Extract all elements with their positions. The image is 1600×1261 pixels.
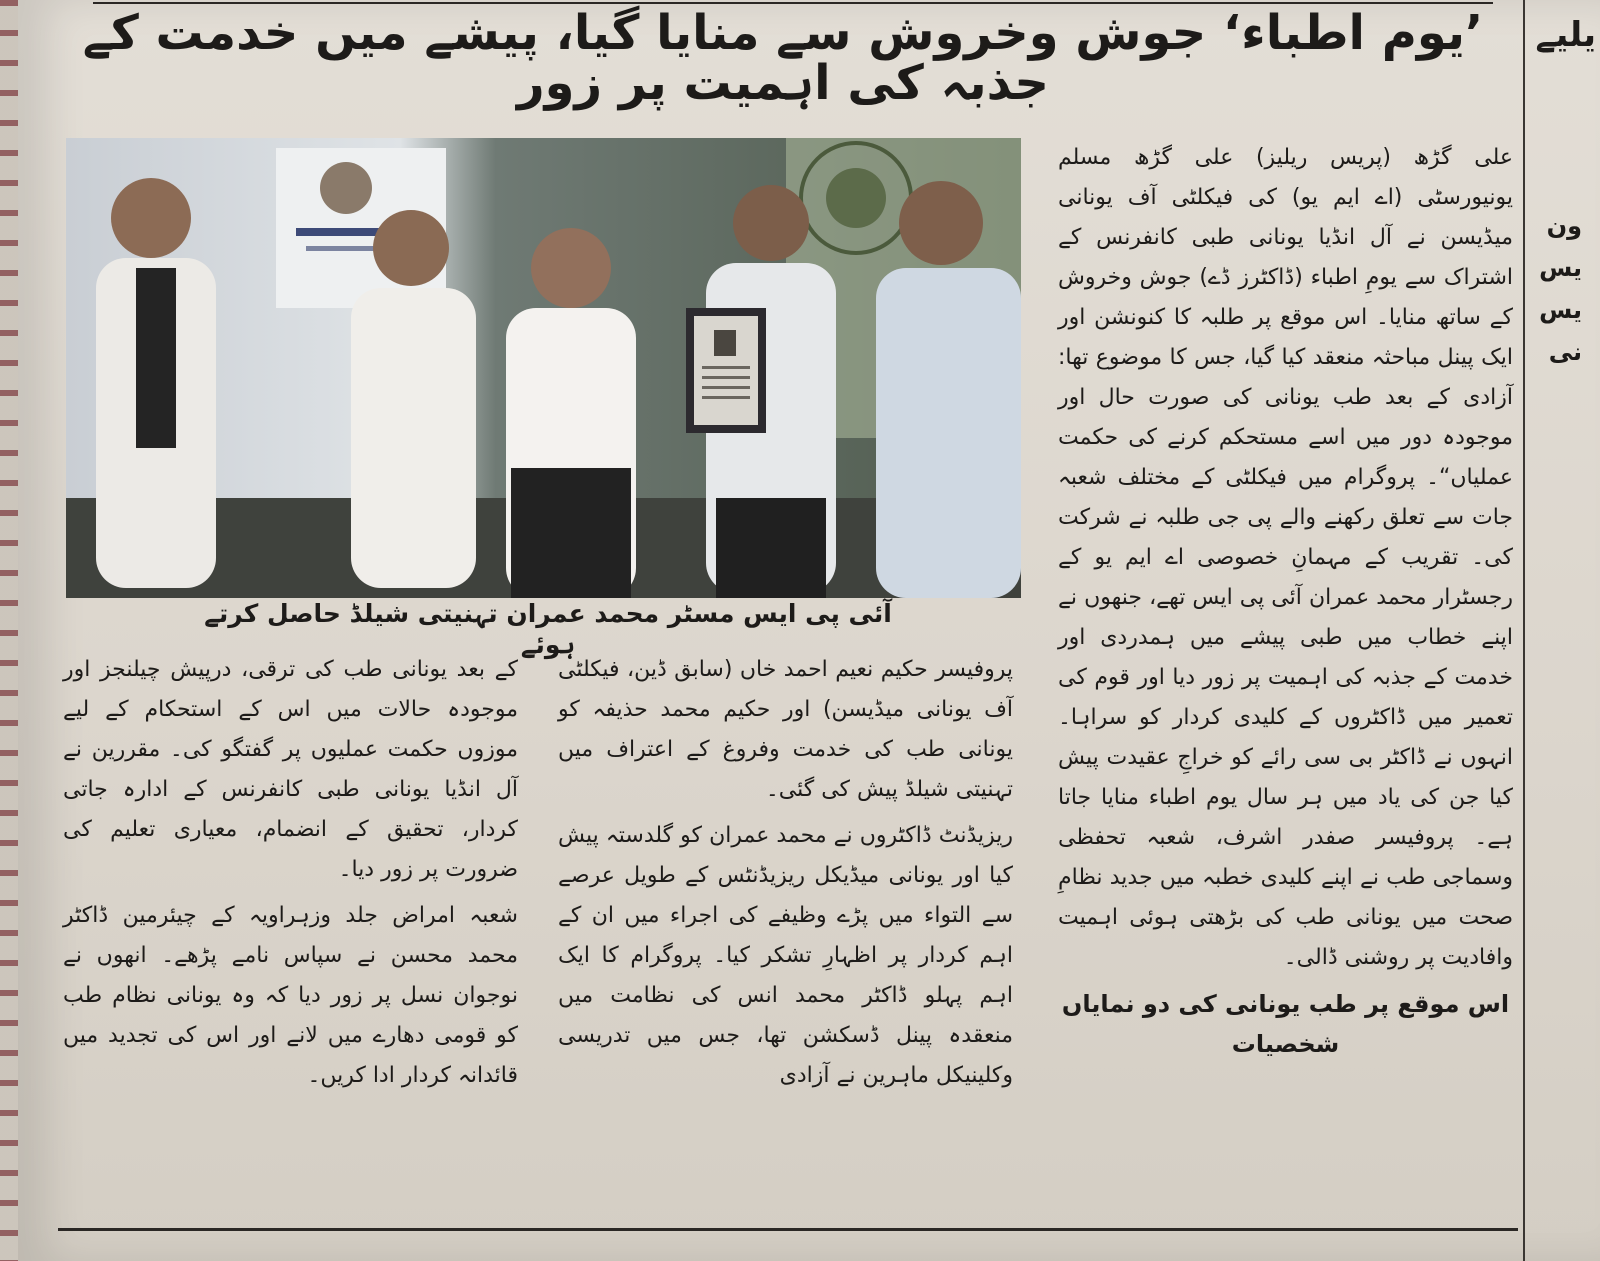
article-column-right bbox=[1058, 138, 1513, 1064]
article-paragraph: ریزیڈنٹ ڈاکٹروں نے محمد عمران کو گلدستہ پیش کیا اور یونانی میڈیکل ریزیڈنٹس کے طویل عرصے سے التواء میں پڑے وظیفے کی اجراء میں ان کے اہم کردار پر اظہارِ تشکر کیا۔ پروگرام کا ایک اہم پہلو ڈاکٹر محمد انس کی نظامت میں منعقدہ پینل ڈسکشن تھا، جس میں تدریسی وکلینیکل ماہرین نے آزادی bbox=[558, 823, 1013, 1088]
headline-text: ’یوم اطباء‘ جوش وخروش سے منایا گیا، پیشے میں خدمت کے جذبہ کی اہمیت پر زور bbox=[82, 5, 1484, 112]
adjacent-line: نی bbox=[1548, 338, 1582, 366]
adjacent-article-fragment bbox=[1523, 0, 1600, 1261]
photo-illustration bbox=[66, 138, 1021, 598]
article-column-left bbox=[63, 650, 518, 1102]
article-paragraph: شعبہ امراض جلد وزہراویہ کے چیئرمین ڈاکٹر محمد محسن نے سپاس نامے پڑھے۔ انھوں نے نوجوان نسل پر زور دیا کہ وہ یونانی نظام طب کو قومی دھارے میں لانے اور اس کی تجدید میں قائدانہ کردار ادا کریں۔ bbox=[63, 903, 518, 1088]
article-paragraph: علی گڑھ (پریس ریلیز) علی گڑھ مسلم یونیورسٹی (اے ایم یو) کی فیکلٹی آف یونانی میڈیسن نے آل انڈیا یونانی طبی کانفرنس کے اشتراک سے یومِ اطباء (ڈاکٹرز ڈے) جوش وخروش کے ساتھ منایا۔ اس موقع پر طلبہ کا کنونشن اور ایک پینل مباحثہ منعقد کیا گیا، جس کا موضوع تھا: آزادی کے بعد طب یونانی کی صورت حال اور موجودہ دور میں اسے مستحکم کرنے کی حکمت عملیاں“۔ پروگرام میں فیکلٹی کے مختلف شعبہ جات سے تعلق رکھنے والے پی جی طلبہ نے شرکت کی۔ تقریب کے مہمانِ خصوصی اے ایم یو کے رجسٹرار محمد عمران آئی پی ایس تھے، جنھوں نے اپنے خطاب میں طبی پیشے میں ہمدردی اور خدمت کے جذبہ کی اہمیت پر زور دیا اور قوم کی تعمیر میں ڈاکٹروں کے کلیدی کردار کو سراہا۔ انہوں نے ڈاکٹر بی سی رائے کو خراجِ عقیدت پیش کیا جن کی یاد میں ہر سال یوم اطباء منایا جاتا ہے۔ پروفیسر صفدر اشرف، شعبہ تحفظی وسماجی طب نے اپنے کلیدی خطبہ میں جدید نظامِ صحت میں یونانی طب کی بڑھتی ہوئی اہمیت وافادیت پر روشنی ڈالی۔ bbox=[1058, 145, 1513, 970]
bottom-rule bbox=[58, 1228, 1518, 1231]
article-paragraph: پروفیسر حکیم نعیم احمد خاں (سابق ڈین، فیکلٹی آف یونانی میڈیسن) اور حکیم محمد حذیفہ کو یونانی طب کی خدمت وفروغ کے اعتراف میں تہنیتی شیلڈ پیش کی گئی۔ bbox=[558, 657, 1013, 802]
adjacent-text bbox=[1539, 205, 1582, 373]
article-column-middle bbox=[558, 650, 1013, 1102]
newspaper-page bbox=[18, 0, 1600, 1261]
news-photo bbox=[66, 138, 1021, 598]
article-paragraph-end: اس موقع پر طب یونانی کی دو نمایاں شخصیات bbox=[1061, 990, 1510, 1058]
page-edge bbox=[0, 0, 18, 1261]
top-rule bbox=[93, 2, 1493, 4]
adjacent-heading: یلیے bbox=[1535, 15, 1596, 55]
adjacent-line: یس bbox=[1539, 296, 1582, 324]
article-paragraph: کے بعد یونانی طب کی ترقی، درپیش چیلنجز اور موجودہ حالات میں اس کے استحکام کے لیے موزوں حکمت عملیوں پر گفتگو کی۔ مقررین نے آل انڈیا یونانی طبی کانفرنس کے ادارہ جاتی کردار، تحقیق کے انضمام، معیاری تعلیم کی ضرورت پر زور دیا۔ bbox=[63, 657, 518, 882]
headline bbox=[78, 5, 1508, 112]
photo-caption: آئی پی ایس مسٹر محمد عمران تہنیتی شیلڈ حاصل کرتے ہوئے bbox=[204, 599, 892, 660]
adjacent-line: یس bbox=[1539, 254, 1582, 282]
adjacent-line: ون bbox=[1546, 212, 1582, 240]
